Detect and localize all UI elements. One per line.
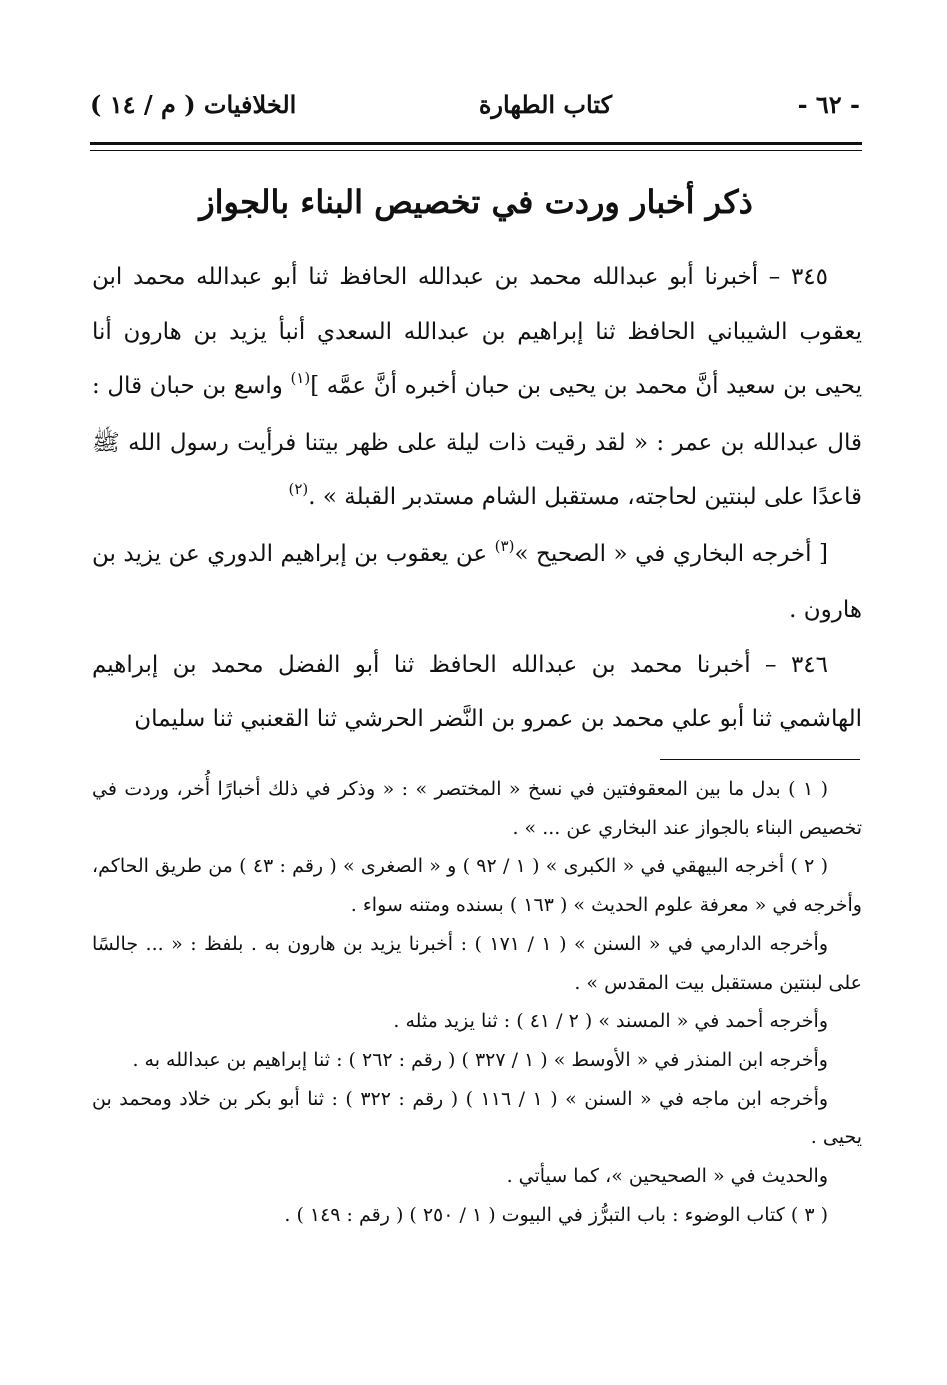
- footnote-2-ibn-majah: وأخرجه ابن ماجه في « السنن » ( ١ / ١١٦ ) ( رقم : ٣٢٢ ) : ثنا أبو بكر بن خلاد ومحمد بن يحيى .: [92, 1087, 862, 1149]
- footnote-2-ibn-mundhir: وأخرجه ابن المنذر في « الأوسط » ( ١ / ٣٢٧ ) ( رقم : ٢٦٢ ) : ثنا إبراهيم بن عبدالله به .: [132, 1048, 828, 1071]
- hadith-346: ٣٤٦ – أخبرنا محمد بن عبدالله الحافظ ثنا أبو الفضل محمد بن إبراهيم الهاشمي ثنا أبو علي محمد بن عمرو بن النَّضر الحرشي ثنا القعنبي ثنا سليمان: [92, 651, 862, 732]
- footnote-2: ( ٢ ) أخرجه البيهقي في « الكبرى » ( ١ / ٩٢ ) و « الصغرى » ( رقم : ٤٣ ) من طريق الحاكم، وأخرجه في « معرفة علوم الحديث » ( ١٦٣ ) بسنده ومتنه سواء .: [92, 855, 862, 917]
- book-section-title: كتاب الطهارة: [478, 90, 612, 119]
- takhrij-345-part-a: [ أخرجه البخاري في « الصحيح »: [514, 540, 828, 567]
- footnote-ref-3: (٣): [494, 536, 515, 555]
- takhrij-345-part-b: عن يعقوب بن إبراهيم الدوري عن يزيد بن هارون .: [92, 540, 862, 623]
- footnotes: [92, 770, 862, 1234]
- footnote-2-ahmad: وأخرجه أحمد في « المسند » ( ٢ / ٤١ ) : ثنا يزيد مثله .: [393, 1010, 828, 1033]
- hadith-345: [92, 250, 862, 527]
- main-text: [92, 250, 862, 747]
- footnote-ref-2: (٢): [288, 480, 309, 498]
- volume-label: الخلافيات ( م / ١٤ ): [90, 90, 297, 119]
- footnote-1: ( ١ ) بدل ما بين المعقوفتين في نسخ « المختصر » : « وذكر في ذلك أخبارًا أُخر، وردت في تخصيص البناء بالجواز عند البخاري عن ... » .: [92, 778, 862, 839]
- header-rule-thin: [90, 150, 862, 151]
- header-rule-thick: [90, 142, 862, 145]
- chapter-heading: ذكر أخبار وردت في تخصيص البناء بالجواز: [199, 183, 753, 221]
- footnote-2-sahihayn: والحديث في « الصحيحين »، كما سيأتي .: [506, 1165, 828, 1188]
- footnote-3: ( ٣ ) كتاب الوضوء : باب التبرُّز في البيوت ( ١ / ٢٥٠ ) ( رقم : ١٤٩ ) .: [284, 1203, 828, 1226]
- page-number: - ٦٢ -: [797, 90, 860, 119]
- takhrij-345: [92, 527, 862, 638]
- running-header: [90, 85, 860, 125]
- hadith-345-part-b: واسع بن حبان قال : قال عبدالله بن عمر : « لقد رقيت ذات ليلة على ظهر بيتنا فرأيت رسول الله ﷺ قاعدًا على لبنتين لحاجته، مستقبل الشام مستدبر القبلة » .: [92, 373, 862, 510]
- footnote-ref-1: (١): [290, 369, 311, 387]
- hadith-345-part-a: ٣٤٥ – أخبرنا أبو عبدالله محمد بن عبدالله الحافظ ثنا أبو عبدالله محمد ابن يعقوب الشيباني الحافظ ثنا إبراهيم بن عبدالله السعدي أنبأ يزيد بن هارون أنا يحيى بن سعيد أنَّ محمد بن يحيى بن حبان أخبره أنَّ عمَّه ]: [92, 264, 862, 399]
- footnote-2-darimi: وأخرجه الدارمي في « السنن » ( ١ / ١٧١ ) : أخبرنا يزيد بن هارون به . بلفظ : « ... جالسًا على لبنتين مستقبل بيت المقدس » .: [92, 932, 862, 994]
- footnote-separator: [660, 759, 860, 760]
